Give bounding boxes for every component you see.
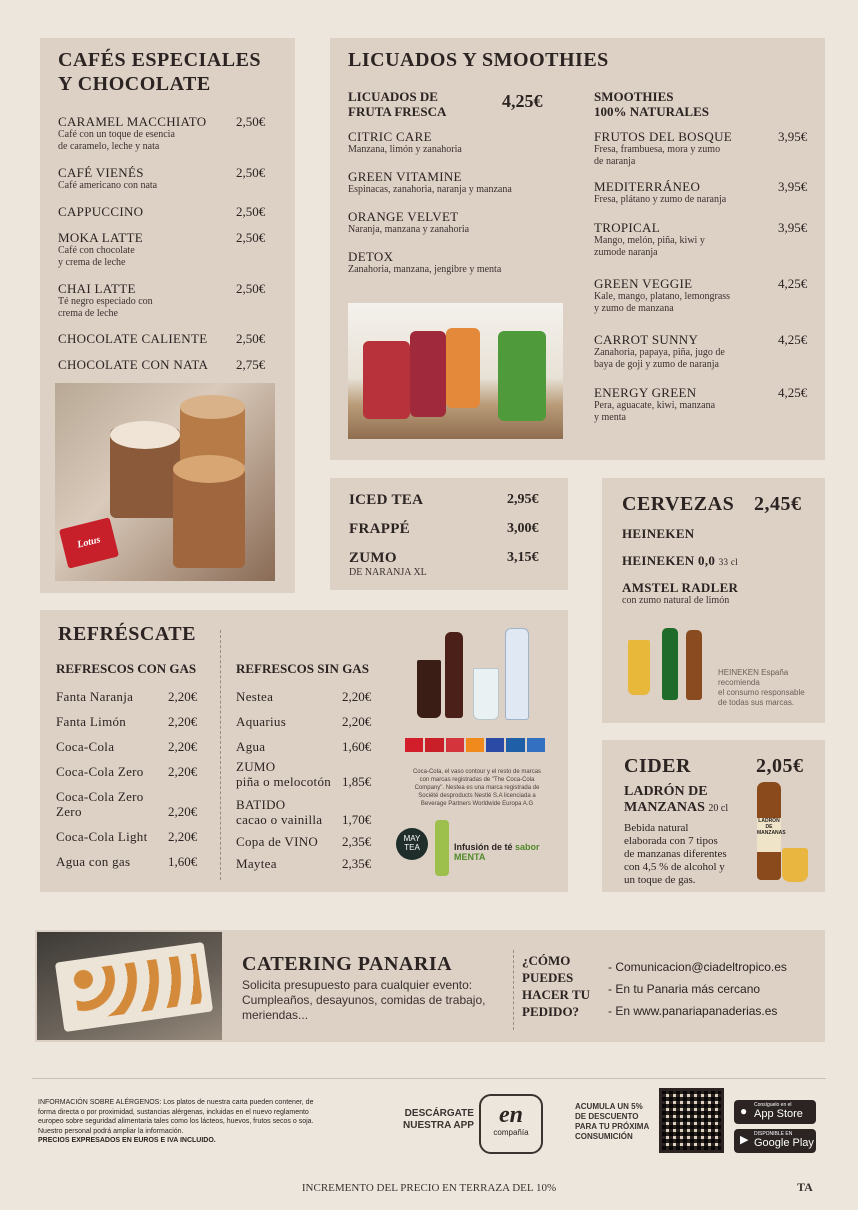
drink-item (236, 739, 386, 754)
drink-item (236, 856, 386, 871)
cafe-item-name: MOKA LATTE (58, 230, 143, 245)
catering-question-line: ¿CÓMO (522, 953, 571, 968)
allergens-info (38, 1098, 368, 1146)
cafe-item-desc: de caramelo, leche y nata (58, 141, 160, 152)
con-gas-title: REFRESCOS CON GAS (56, 661, 197, 676)
drink-item-price: 2,20€ (342, 714, 372, 729)
cider-desc-line: elaborada con 7 tipos (624, 835, 718, 847)
cafe-item (58, 357, 278, 372)
beer-item (622, 580, 817, 607)
drink-item (56, 789, 206, 819)
smoothie-item (594, 129, 814, 168)
beer-note-4: de todas sus marcas. (718, 698, 795, 707)
google-play-small: DISPONIBLE EN (754, 1131, 793, 1137)
smoothie-glass-berry (410, 331, 446, 417)
drink-item-name: Coca-Cola (56, 739, 115, 754)
cider-panel (602, 740, 825, 892)
cervezas-price: 2,45€ (754, 493, 802, 515)
smoothie-item-desc: Mango, melón, piña, kiwi y (594, 235, 705, 246)
drink-item-sub: Zero (56, 804, 82, 819)
licuados-panel (330, 38, 825, 460)
beer-item-label: HEINEKEN 0,0 (622, 553, 716, 568)
cafes-title (58, 48, 261, 96)
drink-item (236, 834, 386, 849)
cafes-title-line1: CAFÉS ESPECIALES (58, 49, 262, 71)
catering-contact-line: - En www.panariapanaderias.es (608, 1004, 778, 1018)
beer-item-name (622, 580, 817, 595)
drink-item (236, 714, 386, 729)
cafes-title-line2: Y CHOCOLATE (58, 73, 211, 95)
beer-note-1: HEINEKEN España (718, 668, 789, 677)
catering-question-line: PUEDES (522, 970, 574, 985)
fanta-logo-icon (486, 738, 504, 752)
catering-contact-line: - Comunicacion@ciadeltropico.es (608, 960, 787, 974)
catering-desc (242, 978, 485, 1023)
maytea-bottle (435, 820, 449, 876)
smoothie-glass-green (498, 331, 546, 421)
smoothie-item (594, 332, 814, 371)
cafe-item (58, 165, 278, 192)
catering-title: CATERING PANARIA (242, 953, 453, 975)
cider-glass (782, 848, 808, 882)
beer-item-name (622, 553, 817, 570)
smoothie-item-desc: y menta (594, 412, 626, 423)
drink-item-name: Agua (236, 739, 266, 754)
maytea-logo-line1: MAY (403, 834, 421, 843)
smoothie-item-desc: Kale, mango, platano, lemongrass (594, 291, 731, 302)
cafe-item-name: CAPPUCCINO (58, 204, 144, 219)
cider-desc-line: Bebida natural (624, 822, 689, 834)
fresh-item-name: GREEN VITAMINE (348, 169, 462, 184)
drink-item (56, 854, 206, 869)
smoothie-item-desc: Fresa, frambuesa, mora y zumo (594, 144, 721, 155)
legal-line: Company". Nestea es una marca registrada de (414, 785, 540, 791)
catering-panel (35, 930, 825, 1042)
drink-item-name: Aquarius (236, 714, 287, 729)
catering-photo (37, 932, 222, 1040)
fresh-item (348, 209, 583, 236)
smoothie-item-desc: y zumo de manzana (594, 303, 674, 314)
coca-cola-zero-logo-icon (425, 738, 443, 752)
smoothie-item-name: MEDITERRÁNEO (594, 179, 701, 194)
beer-item-desc: con zumo natural de limón (622, 595, 730, 606)
drink-item-name: Fanta Limón (56, 714, 127, 729)
cafe-item-price: 2,50€ (236, 114, 266, 129)
cider-price: 2,05€ (756, 755, 804, 777)
terrace-note: INCREMENTO DEL PRECIO EN TERRAZA DEL 10% (301, 1182, 557, 1194)
cafe-item (58, 281, 278, 320)
legal-line: con marcas registradas de "The Coca-Cola (419, 777, 535, 783)
smoothie-item-desc: zumode naranja (594, 247, 658, 258)
coffee-photo (55, 383, 275, 581)
beer-note-2: recomienda (718, 678, 760, 687)
cafe-item-desc: Café americano con nata (58, 180, 158, 191)
cider-name-2: MANZANAS (624, 800, 705, 815)
fresh-item-desc: Manzana, limón y zanahoria (348, 144, 462, 155)
cola-bottle (445, 632, 463, 718)
cafe-item-name: CARAMEL MACCHIATO (58, 114, 207, 129)
drink-item-price: 2,20€ (342, 689, 372, 704)
catering-contacts (608, 956, 787, 1022)
prices-note: PRECIOS EXPRESADOS EN EUROS E IVA INCLUIDO. (38, 1137, 216, 1144)
cider-desc-line: de manzanas diferentes (624, 848, 727, 860)
fresh-item-desc: Naranja, manzana y zanahoria (348, 224, 470, 235)
cider-desc-line: un toque de gas. (624, 874, 696, 886)
lotus-biscuit-pack: Lotus (59, 517, 119, 568)
cola-glass (417, 660, 441, 718)
drink-item (56, 829, 206, 844)
app-store-small: Consíguelo en el (754, 1102, 792, 1108)
download-app-text (403, 1108, 474, 1132)
maytea-text (454, 842, 568, 862)
iced-panel (330, 478, 568, 590)
cafe-item-desc: Café con chocolate (58, 245, 135, 256)
beer-glass (628, 640, 650, 695)
drink-item-name: Maytea (236, 856, 277, 871)
allergen-line: INFORMACIÓN SOBRE ALÉRGENOS: Los platos de nuestra carta pueden contener, de (38, 1099, 314, 1106)
fresh-item-name: CITRIC CARE (348, 129, 432, 144)
iced-item-sub: DE NARANJA XL (349, 567, 427, 578)
allergen-line: Nuestro personal podrá ampliar la información. (38, 1127, 184, 1135)
fresh-item (348, 169, 583, 196)
refrescate-divider (220, 630, 221, 880)
google-play-icon: ▶ (740, 1134, 749, 1146)
cider-desc-line: con 4,5 % de alcohol y (624, 861, 725, 873)
menu-code: TA (797, 1180, 813, 1194)
cafe-item-name: CHAI LATTE (58, 281, 136, 296)
cafe-item-price: 2,50€ (236, 204, 266, 219)
beer-item-label: AMSTEL RADLER (622, 580, 739, 595)
maytea-text-1: Infusión de té (454, 842, 513, 852)
catering-question (522, 952, 590, 1020)
promo-line: CONSUMICIÓN (575, 1132, 633, 1141)
iced-item-name: ZUMO (349, 550, 397, 566)
catering-contact-line: - En tu Panaria más cercano (608, 982, 761, 996)
cafe-item-name: CAFÉ VIENÉS (58, 165, 144, 180)
brand-logos-row (405, 738, 545, 752)
google-play-label: Google Play (754, 1137, 814, 1149)
cafe-item-price: 2,50€ (236, 331, 266, 346)
cafe-item-name: CHOCOLATE CALIENTE (58, 331, 208, 346)
smoothie-item-price: 3,95€ (778, 220, 808, 235)
smoothie-item-name: FRUTOS DEL BOSQUE (594, 129, 733, 144)
smoothie-item-name: GREEN VEGGIE (594, 276, 693, 291)
promo-line: ACUMULA UN 5% (575, 1102, 643, 1111)
beer-item (622, 553, 817, 570)
smoothie-item-price: 4,25€ (778, 385, 808, 400)
smoothie-item (594, 220, 814, 259)
catering-desc-line: Cumpleaños, desayunos, comidas de trabajo, (242, 993, 486, 1007)
smoothie-title-line1: SMOOTHIES (594, 89, 674, 104)
smoothie-glass-red (363, 341, 410, 419)
apple-icon: ● (740, 1104, 748, 1118)
promo-text (575, 1102, 649, 1142)
legal-line: Société desproducts Nestlé S.A licenciada a (418, 793, 536, 799)
drink-item-price: 2,20€ (168, 714, 198, 729)
fresh-price: 4,25€ (502, 91, 543, 111)
legal-line: Beverage Partners Worldwide Europa A.G (420, 801, 534, 807)
maytea-logo-line2: TEA (404, 843, 420, 852)
drink-item-name: Nestea (236, 689, 274, 704)
smoothie-item (594, 276, 814, 315)
fresh-item-name: DETOX (348, 249, 394, 264)
smoothie-glass-orange (446, 328, 480, 408)
maytea-logo (396, 828, 428, 860)
catering-question-line: PEDIDO? (522, 1004, 580, 1019)
beer-item (622, 526, 817, 541)
fresh-item-desc: Zanahoria, manzana, jengibre y menta (348, 264, 502, 275)
refrescate-panel (40, 610, 568, 892)
cervezas-title: CERVEZAS (622, 493, 735, 515)
drink-item-name: BATIDO (236, 797, 286, 812)
fresh-item (348, 249, 583, 276)
drink-item-name: Copa de VINO (236, 834, 319, 849)
drink-item-sub: cacao o vainilla (236, 812, 323, 827)
iced-item (349, 521, 554, 538)
download-line1: DESCÁRGATE (404, 1108, 474, 1119)
cafe-item-price: 2,50€ (236, 281, 266, 296)
drink-item-name: Coca-Cola Light (56, 829, 148, 844)
cafe-item (58, 114, 278, 153)
cocacola-legal (392, 768, 562, 808)
drink-item-price: 2,20€ (168, 804, 198, 819)
beer-item-label: HEINEKEN (622, 526, 695, 541)
cafe-item-desc: Té negro especiado con (58, 296, 153, 307)
drink-item (236, 689, 386, 704)
smoothies-photo (348, 303, 563, 439)
iced-item-name: ICED TEA (349, 492, 424, 508)
cafe-item-desc: crema de leche (58, 308, 118, 319)
drink-item-price: 1,60€ (168, 854, 198, 869)
fresh-title-line1: LICUADOS DE (348, 89, 438, 104)
fresh-title-line2: FRUTA FRESCA (348, 104, 447, 119)
smoothie-item-desc: Fresa, plátano y zumo de naranja (594, 194, 727, 205)
drink-item-name: Agua con gas (56, 854, 131, 869)
aquarius-logo-icon (527, 738, 545, 752)
drink-item-price: 2,20€ (168, 764, 198, 779)
cafes-panel (40, 38, 295, 593)
smoothie-item (594, 179, 814, 206)
cider-name (624, 784, 728, 817)
sin-gas-title: REFRESCOS SIN GAS (236, 661, 369, 676)
cafe-item-desc: y crema de leche (58, 257, 126, 268)
cafe-item-price: 2,50€ (236, 230, 266, 245)
smoothie-item-desc: Zanahoria, papaya, piña, jugo de (594, 347, 725, 358)
download-line2: NUESTRA APP (403, 1120, 474, 1131)
coca-cola-light-logo-icon (446, 738, 464, 752)
refrescate-title: REFRÉSCATE (58, 623, 196, 645)
beer-note-3: el consumo responsable (718, 688, 805, 697)
cider-desc (624, 822, 727, 887)
iced-item-price: 3,15€ (507, 550, 539, 565)
qr-code-icon (659, 1088, 724, 1153)
fresh-title (348, 89, 446, 119)
drink-item-price: 1,60€ (342, 739, 372, 754)
app-store-button[interactable] (734, 1100, 816, 1124)
drink-item-price: 2,35€ (342, 856, 372, 871)
google-play-button[interactable] (734, 1129, 816, 1153)
beer-note (718, 668, 818, 708)
cider-name-1: LADRÓN DE (624, 784, 708, 799)
iced-item-price: 2,95€ (507, 492, 539, 507)
smoothie-item-name: CARROT SUNNY (594, 332, 699, 347)
smoothie-item-price: 3,95€ (778, 179, 808, 194)
cafe-item (58, 230, 278, 269)
drink-item (236, 759, 386, 789)
smoothie-item-price: 4,25€ (778, 332, 808, 347)
app-logo-compania: compañía (493, 1128, 529, 1137)
nestea-logo-icon (506, 738, 524, 752)
drink-item (236, 797, 386, 827)
allergen-line: europeo sobre seguridad alimentaria tales como los lácteos, huevos, frutos secos o soja. (38, 1118, 314, 1125)
drink-item-price: 2,35€ (342, 834, 372, 849)
iced-item (349, 492, 554, 509)
drink-item-price: 2,20€ (168, 829, 198, 844)
smoothie-title (594, 89, 709, 119)
cider-title: CIDER (624, 755, 691, 777)
cafe-item (58, 331, 278, 346)
smoothie-item-desc: baya de goji y zumo de naranja (594, 359, 719, 370)
drink-item (56, 764, 206, 779)
legal-line: Coca-Cola, el vaso contour y el resto de marcas (412, 769, 542, 775)
drink-item-name: ZUMO (236, 759, 276, 774)
drink-item-price: 1,70€ (342, 812, 372, 827)
drink-item-price: 1,85€ (342, 774, 372, 789)
maytea-text-2: sabor MENTA (454, 842, 540, 862)
drink-item (56, 739, 206, 754)
water-glass (473, 668, 499, 720)
cafe-item-price: 2,75€ (236, 357, 266, 372)
catering-divider (513, 950, 514, 1030)
cider-size: 20 cl (708, 803, 729, 814)
coffee-foam-3 (173, 455, 245, 483)
cider-bottle-label: LADRÓN DE MANZANAS (757, 818, 781, 852)
fresh-item-name: ORANGE VELVET (348, 209, 459, 224)
cervezas-panel (602, 478, 825, 723)
aquarius-bottle (505, 628, 529, 720)
footer-divider (32, 1078, 826, 1079)
smoothie-item-desc: Pera, aguacate, kiwi, manzana (594, 400, 716, 411)
allergen-line: forma directa o por proximidad, sustancias alérgenas, incluidas en el nuevo reglamento (38, 1108, 309, 1116)
cafe-item-desc: Café con un toque de esencia (58, 129, 175, 140)
fanta-orange-logo-icon (466, 738, 484, 752)
catering-question-line: HACER TU (522, 987, 591, 1002)
smoothie-item-price: 3,95€ (778, 129, 808, 144)
beer-item-name (622, 526, 817, 541)
smoothie-title-line2: 100% NATURALES (594, 104, 709, 119)
coca-cola-photo (415, 628, 530, 723)
cafe-item-name: CHOCOLATE CON NATA (58, 357, 209, 372)
catering-desc-line: meriendas... (242, 1008, 309, 1022)
catering-desc-line: Solicita presupuesto para cualquier evento: (242, 978, 473, 992)
fresh-item (348, 129, 583, 156)
iced-item-name: FRAPPÉ (349, 521, 410, 537)
licuados-title: LICUADOS Y SMOOTHIES (348, 49, 609, 71)
app-logo-en: en (499, 1102, 523, 1128)
smoothie-item (594, 385, 814, 424)
cider-bottle (757, 782, 786, 880)
iced-item-price: 3,00€ (507, 521, 539, 536)
beer-bottle-amstel (686, 630, 702, 700)
drink-item-price: 2,20€ (168, 739, 198, 754)
beer-bottle-heineken (662, 628, 678, 700)
smoothie-item-name: TROPICAL (594, 220, 660, 235)
promo-line: PARA TU PRÓXIMA (575, 1122, 650, 1131)
drink-item-price: 2,20€ (168, 689, 198, 704)
drink-item-sub: piña o melocotón (236, 774, 332, 789)
smoothie-item-name: ENERGY GREEN (594, 385, 697, 400)
app-logo (479, 1094, 543, 1154)
iced-item (349, 550, 554, 579)
smoothie-item-price: 4,25€ (778, 276, 808, 291)
drink-item-name: Fanta Naranja (56, 689, 134, 704)
promo-line: DE DESCUENTO (575, 1112, 639, 1121)
drink-item-name: Coca-Cola Zero (56, 764, 144, 779)
coca-cola-logo-icon (405, 738, 423, 752)
beer-photo (624, 626, 714, 708)
drink-item (56, 714, 206, 729)
drink-item (56, 689, 206, 704)
smoothie-item-desc: de naranja (594, 156, 636, 167)
app-store-label: App Store (754, 1108, 803, 1120)
cafe-item-price: 2,50€ (236, 165, 266, 180)
cafe-item (58, 204, 278, 219)
beer-item-size: 33 cl (718, 557, 738, 567)
coffee-foam-2 (180, 395, 245, 419)
fresh-item-desc: Espinacas, zanahoria, naranja y manzana (348, 184, 512, 195)
drink-item-name: Coca-Cola Zero (56, 789, 144, 804)
coffee-foam-1 (110, 421, 180, 449)
